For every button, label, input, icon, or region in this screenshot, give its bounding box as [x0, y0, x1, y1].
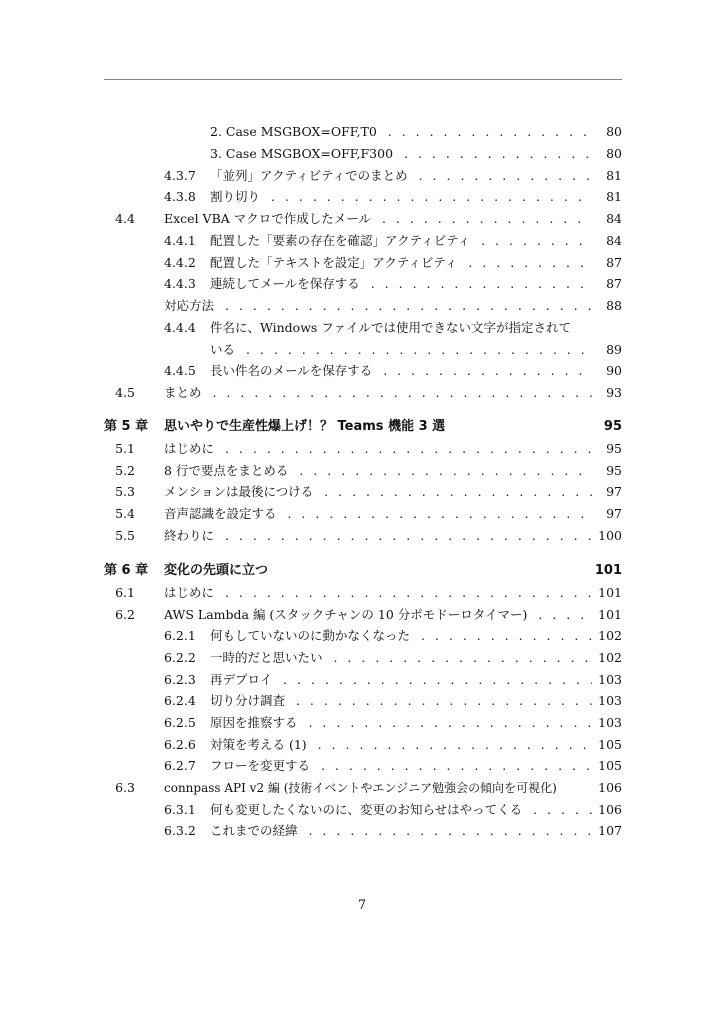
toc-entry-page: 90: [606, 363, 622, 378]
toc-entry-page: 107: [598, 823, 622, 838]
toc-entry-number: 6.3: [115, 780, 135, 795]
toc-entry[interactable]: [0, 143, 724, 165]
toc-entry-page: 105: [598, 758, 622, 773]
toc-entry-number: 4.5: [115, 385, 135, 400]
toc-entry-page: 101: [598, 607, 622, 622]
toc-entry-page: 80: [606, 124, 622, 139]
toc-entry-title: 切り分け調査: [210, 693, 289, 708]
toc-entry-page: 100: [598, 528, 622, 543]
toc-entry-page: 95: [606, 441, 622, 456]
toc-chapter[interactable]: [0, 560, 724, 582]
toc-entry-number: 4.4.5: [164, 363, 196, 378]
toc-entry-number: 6.2.3: [164, 672, 196, 687]
toc-entry[interactable]: [0, 755, 724, 777]
toc-entry-number: 4.3.7: [164, 168, 196, 183]
toc-entry-title: 原因を推察する: [210, 715, 302, 730]
toc-entry-title: はじめに: [164, 441, 218, 456]
toc-entry-number: 4.3.8: [164, 189, 196, 204]
toc-entry-number: 5.2: [115, 463, 135, 478]
toc-entry-title: 一時的だと思いたい: [210, 650, 327, 665]
toc-entry-title: まとめ: [164, 385, 206, 400]
toc-entry[interactable]: [0, 121, 724, 143]
toc-entry-page: 87: [606, 255, 622, 270]
toc-entry-page: 89: [606, 342, 622, 357]
toc-entry[interactable]: [0, 360, 724, 382]
toc-entry[interactable]: [0, 525, 724, 547]
toc-entry[interactable]: [0, 625, 724, 647]
toc-entry-title: Excel VBA マクロで作成したメール: [164, 211, 375, 226]
toc-entry-number: 4.4.1: [164, 233, 196, 248]
toc-entry-page: 101: [598, 585, 622, 600]
toc-entry-title: 「並列」アクティビティでのまとめ: [210, 168, 412, 183]
toc-entry[interactable]: [0, 669, 724, 691]
toc-entry-number: 6.1: [115, 585, 135, 600]
toc-entry-page: 80: [606, 146, 622, 161]
toc-chapter-page: 95: [603, 419, 622, 434]
toc-entry-title: これまでの経緯: [210, 823, 302, 838]
toc-entry-title: 配置した「テキストを設定」アクティビティ: [210, 255, 461, 270]
toc-entry[interactable]: [0, 820, 724, 842]
toc-entry-title: 連続してメールを保存する: [210, 276, 364, 291]
toc-entry-title: 件名に、Windows ファイルでは使用できない文字が指定されて: [210, 320, 572, 335]
toc-entry-page: 97: [606, 484, 622, 499]
toc-entry-number: 6.2.6: [164, 737, 196, 752]
toc-entry-number: 6.2.1: [164, 628, 196, 643]
toc-entry-page: 106: [598, 780, 622, 795]
toc-entry[interactable]: [0, 503, 724, 525]
toc-entry-title: 2. Case MSGBOX=OFF,T0: [210, 124, 381, 139]
toc-entry[interactable]: [0, 777, 724, 799]
toc-entry[interactable]: [0, 460, 724, 482]
toc-entry[interactable]: [0, 252, 724, 274]
toc-entry[interactable]: [0, 647, 724, 669]
toc-chapter-title: 変化の先頭に立つ: [164, 563, 269, 578]
toc-entry-page: 84: [606, 211, 622, 226]
toc-entry[interactable]: [0, 481, 724, 503]
toc-entry-title: 再デプロイ: [210, 672, 276, 687]
toc-entry-number: 6.2.5: [164, 715, 196, 730]
page-number: 7: [357, 898, 367, 913]
toc-entry[interactable]: [0, 208, 724, 230]
toc-entry[interactable]: [0, 382, 724, 404]
toc-entry-title: はじめに: [164, 585, 218, 600]
toc-entry-title: 音声認識を設定する: [164, 506, 281, 521]
toc-entry[interactable]: [0, 438, 724, 460]
toc-entry-number: 5.3: [115, 484, 135, 499]
toc-entry[interactable]: [0, 712, 724, 734]
toc-entry-title: 何もしていないのに動かなくなった: [210, 628, 414, 643]
toc-entry-page: 106: [598, 802, 622, 817]
toc-entry[interactable]: [0, 690, 724, 712]
toc-entry-title: AWS Lambda 編 (スタックチャンの 10 分ポモドーロタイマー): [164, 607, 531, 622]
toc-entry-page: 103: [598, 672, 622, 687]
toc-entry-page: 88: [606, 298, 622, 313]
toc-entry-number: 5.4: [115, 506, 135, 521]
toc-chapter[interactable]: [0, 416, 724, 438]
toc-entry[interactable]: [0, 186, 724, 208]
toc-entry[interactable]: [0, 604, 724, 626]
toc-entry[interactable]: [0, 230, 724, 252]
toc-entry-number: 4.4: [115, 211, 135, 226]
toc-entry-page: 81: [606, 168, 622, 183]
toc-entry-number: 5.5: [115, 528, 135, 543]
toc-entry-title: 対応方法: [164, 298, 218, 313]
toc-entry-page: 103: [598, 715, 622, 730]
toc-entry-page: 103: [598, 693, 622, 708]
toc-entry-number: 6.3.2: [164, 823, 196, 838]
toc-entry-page: 95: [606, 463, 622, 478]
toc-entry-number: 4.4.3: [164, 276, 196, 291]
toc-chapter-title: 思いやりで生産性爆上げ！？ Teams 機能 3 選: [164, 419, 446, 434]
toc-entry-title: 配置した「要素の存在を確認」アクティビティ: [210, 233, 474, 248]
toc-chapter-number: 第 6 章: [104, 563, 149, 578]
toc-entry-number: 6.2.2: [164, 650, 196, 665]
toc-entry-title: 割り切り: [210, 189, 264, 204]
toc-entry-number: 6.2: [115, 607, 135, 622]
toc-entry-continuation[interactable]: [0, 339, 724, 361]
toc-entry-title: 終わりに: [164, 528, 218, 543]
toc-entry-number: 6.2.7: [164, 758, 196, 773]
toc-entry-page: 87: [606, 276, 622, 291]
toc-entry-title: フローを変更する: [210, 758, 314, 773]
toc-entry[interactable]: [0, 165, 724, 187]
toc-chapter-page: 101: [594, 563, 622, 578]
toc-entry[interactable]: [0, 582, 724, 604]
toc-entry-page: 97: [606, 506, 622, 521]
toc-entry-title: 長い件名のメールを保存する: [210, 363, 376, 378]
toc-entry-page: 102: [598, 628, 622, 643]
toc-entry-title: 8 行で要点をまとめる: [164, 463, 292, 478]
toc-entry-page: 102: [598, 650, 622, 665]
toc-entry-number: 5.1: [115, 441, 135, 456]
toc-entry-title: メンションは最後につける: [164, 484, 317, 499]
toc-entry[interactable]: [0, 295, 724, 317]
toc-entry-title: connpass API v2 編 (技術イベントやエンジニア勉強会の傾向を可視化): [164, 781, 557, 795]
toc-entry[interactable]: [0, 317, 724, 339]
toc-entry-title: 対策を考える (1): [210, 737, 311, 752]
toc-entry-number: 6.3.1: [164, 802, 196, 817]
toc-entry-title: いる: [210, 342, 239, 357]
toc-entry-page: 93: [606, 385, 622, 400]
toc-entry[interactable]: [0, 734, 724, 756]
toc-entry[interactable]: [0, 273, 724, 295]
toc-entry-title: 何も変更したくないのに、変更のお知らせはやってくる: [210, 802, 526, 817]
toc-entry-page: 81: [606, 189, 622, 204]
toc-entry-page: 105: [598, 737, 622, 752]
toc-chapter-number: 第 5 章: [104, 419, 149, 434]
toc-entry-title: 3. Case MSGBOX=OFF,F300: [210, 146, 397, 161]
toc-entry[interactable]: [0, 799, 724, 821]
toc-entry-number: 6.2.4: [164, 693, 196, 708]
toc-entry-number: 4.4.4: [164, 320, 196, 335]
toc-entry-number: 4.4.2: [164, 255, 196, 270]
toc-entry-page: 84: [606, 233, 622, 248]
